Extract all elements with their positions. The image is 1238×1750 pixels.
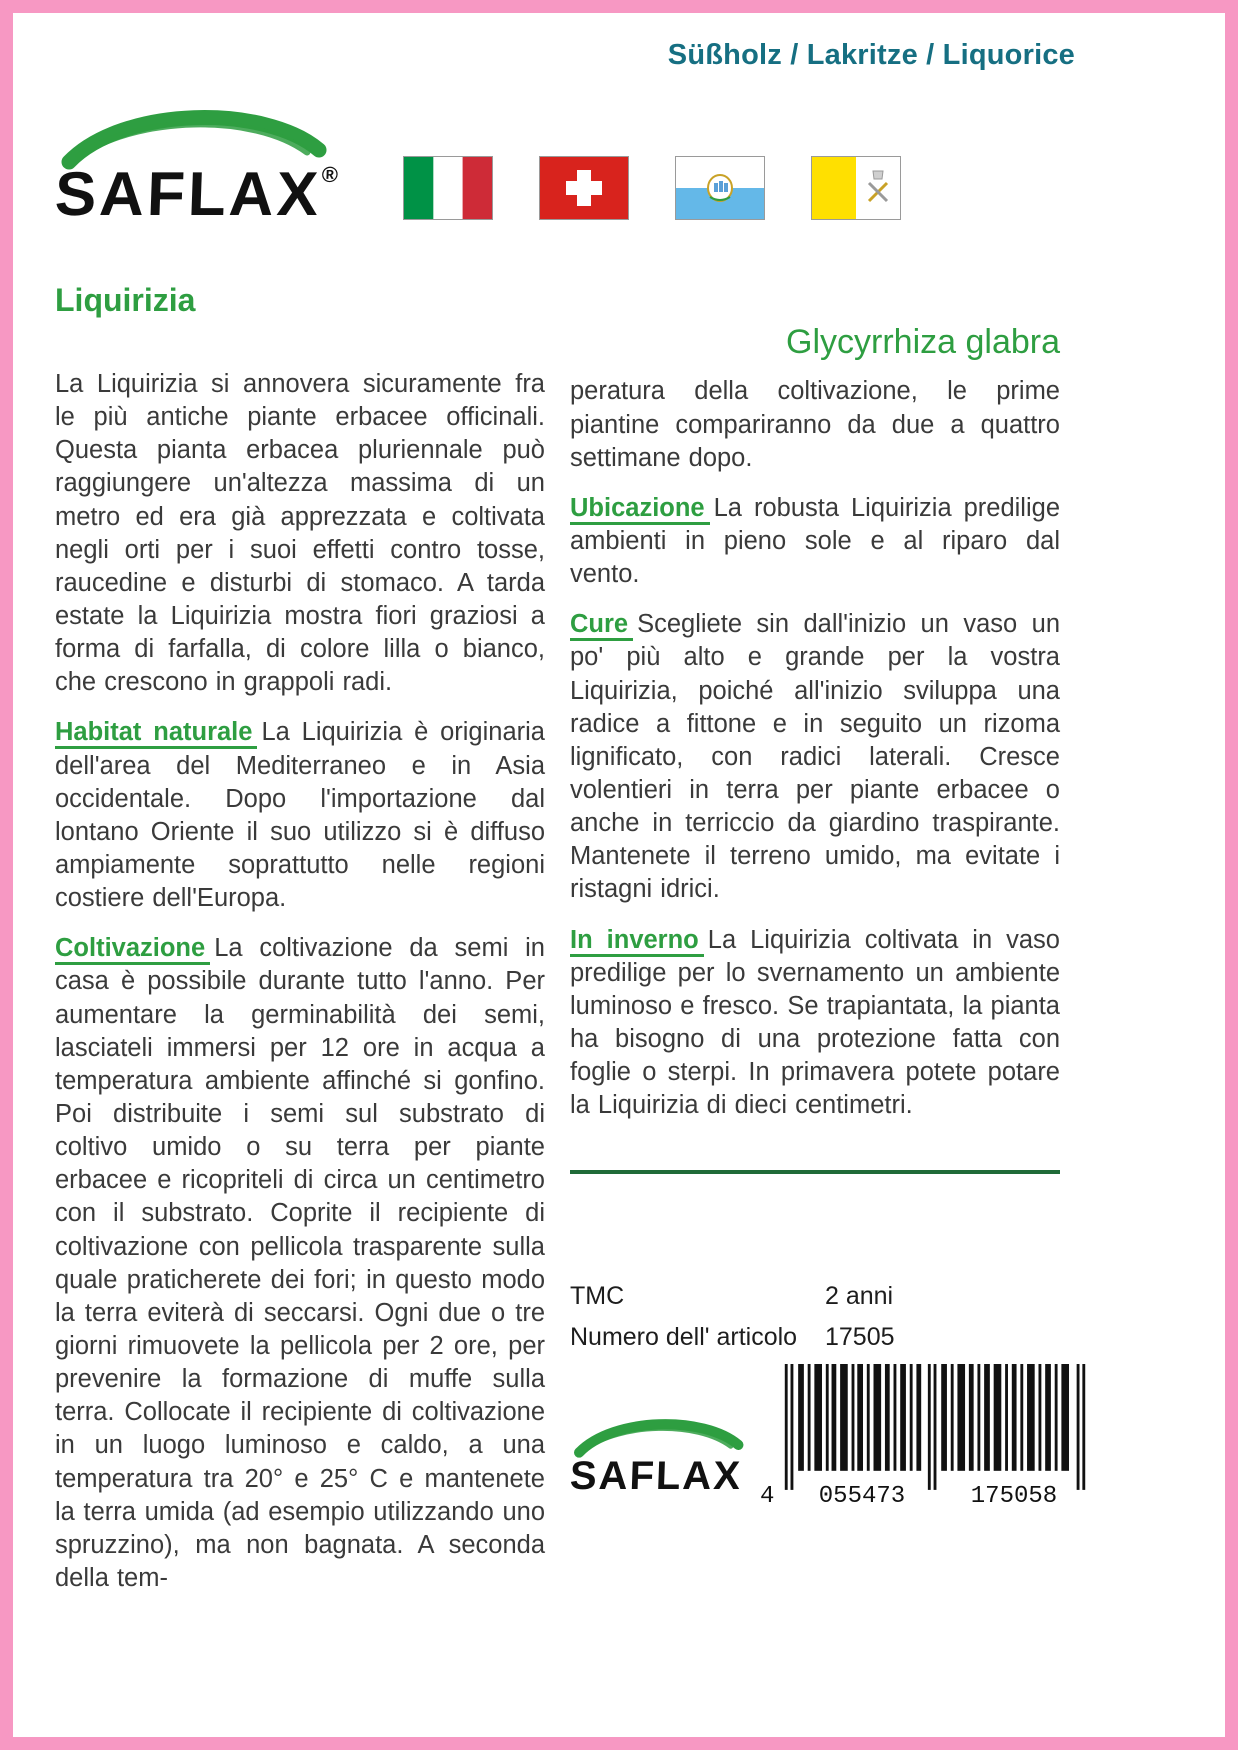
barcode-digit-group-2: 055473: [818, 1483, 906, 1511]
botanical-name: Glycyrrhiza glabra: [786, 323, 1060, 361]
italy-flag-icon: [403, 156, 493, 220]
ean-barcode: [760, 1364, 1090, 1510]
tmc-label: TMC: [570, 1282, 625, 1311]
page-content: [13, 13, 1225, 1632]
left-column: [55, 284, 545, 1612]
language-names: Süßholz / Lakritze / Liquorice: [667, 39, 1075, 71]
tmc-row: [570, 1282, 1060, 1311]
article-number-value: 17505: [825, 1323, 895, 1352]
switzerland-flag-icon: [539, 156, 629, 220]
product-details: [570, 1282, 1060, 1352]
cultivation-paragraph: [55, 932, 545, 1595]
care-heading: Cure: [570, 610, 633, 641]
habitat-paragraph: [55, 716, 545, 915]
divider-rule: [570, 1170, 1060, 1174]
brand-name-small: SAFLAX: [569, 1454, 743, 1499]
san-marino-flag-icon: [675, 156, 765, 220]
care-text: Scegliete sin dall'inizio un vaso un po' più alto e grande per la vostra Liquirizia, poiché all'inizio sviluppa una radice a fittone e in seguito un rizoma lignificato, con radici laterali. Cresce volentieri in terra per piante erbacee o anche in terriccio da giardino traspirante. Mantenete il terreno umido, ma evitate i ristagni idrici.: [570, 610, 1060, 904]
brand-row: [53, 74, 1075, 229]
location-heading: Ubicazione: [570, 494, 710, 525]
location-text: La robusta Liquirizia predilige ambienti in pieno sole e al riparo dal vento.: [570, 493, 1060, 589]
barcode-digits: [760, 1483, 1090, 1510]
vatican-flag-icon: [811, 156, 901, 220]
care-paragraph: [570, 608, 1060, 906]
winter-paragraph: [570, 924, 1060, 1123]
intro-paragraph: La Liquirizia si annovera sicuramente fra le più antiche piante erbacee officinali. Questa pianta erbacea pluriennale può raggiungere un'altezza massima di un metro ed era già apprezzata e coltivata negli orti per i suoi effetti contro tosse, raucedine e disturbi di stomaco. A tarda estate la Liquirizia mostra fiori graziosi a forma di farfalla, di colore lilla o bianco, che crescono in grappoli radi.: [55, 370, 545, 697]
flag-strip: [403, 156, 901, 220]
winter-text: La Liquirizia coltivata in vaso predilige per lo svernamento un ambiente luminoso e fresco. Se trapiantata, la pianta ha bisogno di una protezione fatta con foglie o sterpi. In primavera potete potare la Liquirizia di dieci centimetri.: [570, 925, 1060, 1120]
article-number-row: [570, 1323, 1060, 1352]
cultivation-heading: Coltivazione: [55, 934, 210, 965]
article-number-label: Numero dell' articolo: [570, 1323, 798, 1352]
brand-name: [53, 160, 374, 229]
right-column: [570, 284, 1060, 1612]
habitat-heading: Habitat naturale: [55, 718, 257, 749]
barcode-digit-group-3: 175058: [970, 1483, 1058, 1511]
text-columns: [55, 284, 1075, 1612]
location-paragraph: [570, 492, 1060, 591]
saflax-logo-small: [570, 1412, 746, 1510]
barcode-digit-group-1: 4: [760, 1483, 775, 1511]
cultivation-text: La coltivazione da semi in casa è possibile durante tutto l'anno. Per aumentare la germinabilità dei semi, lasciateli immersi per 12 ore in acqua a temperatura ambiente affinché si gonfino. Poi distribuite i semi sul substrato di coltivo umido o su terra per piante erbacee e ricopriteli di circa un centimetro con il substrato. Coprite il recipiente di coltivazione con pellicola trasparente sulla quale praticherete dei fori; in questo modo la terra eviterà di seccarsi. Ogni due o tre giorni rimuovete la pellicola per 2 ore, per prevenire la formazione di muffe sulla terra. Collocate il recipiente di coltivazione in un luogo luminoso e caldo, a una temperatura tra 20° e 25° C e mantenete la terra umida (ad esempio utilizzando uno spruzzino), ma non bagnata. A seconda della tem-: [55, 934, 545, 1592]
footer-brand-barcode: [570, 1364, 1060, 1510]
winter-heading: In inverno: [570, 926, 704, 957]
registered-mark: ®: [321, 162, 339, 187]
brand-name-text: SAFLAX: [53, 160, 323, 229]
continuation-paragraph: peratura della coltivazione, le prime piantine compariranno da due a quattro settimane dopo.: [570, 377, 1060, 472]
habitat-text: La Liquirizia è originaria dell'area del Mediterraneo e in Asia occidentale. Dopo l'importazione dal lontano Oriente il suo utilizzo si è diffuso ampiamente soprattutto nelle regioni costiere dell'Europa.: [55, 718, 545, 913]
page-title: Liquirizia: [55, 282, 196, 318]
saflax-logo: [53, 100, 373, 229]
tmc-value: 2 anni: [825, 1282, 894, 1311]
